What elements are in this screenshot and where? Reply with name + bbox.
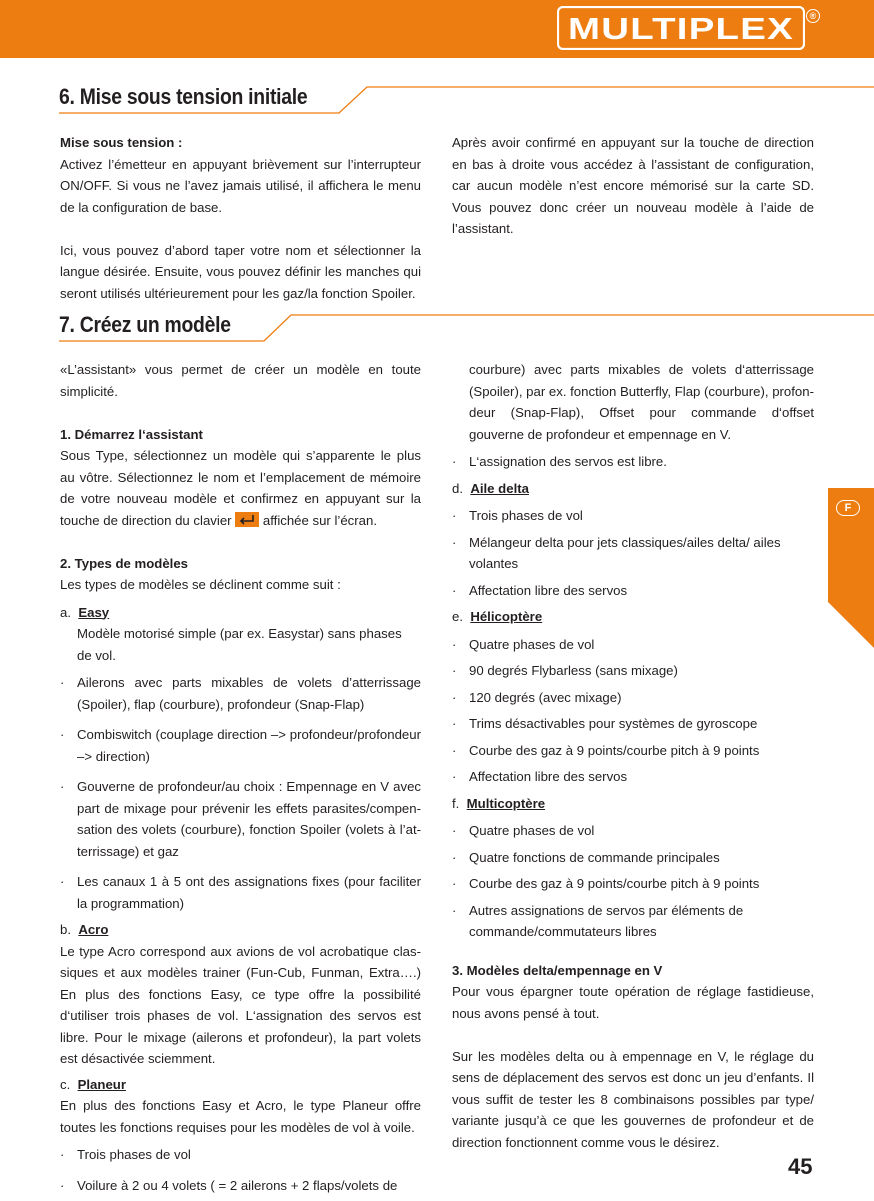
list-item: · 90 degrés Flybarless (sans mixage) (452, 663, 678, 678)
section-6-right-column (452, 132, 814, 240)
step-2-paragraph: Les types de modèles se déclinent comme suit : (60, 577, 341, 592)
step-3-paragraph-2: Sur les modèles delta ou à empennage en V, le réglage du sens de déplacement des servos est donc un jeu d’enfants. Il vous suffit de tester les 8 combinaisons possibles par type/ variante jusqu’à ce que les gouvernes de profondeur et de direction fonctionnent comme vous le désirez. (452, 1048, 814, 1150)
multiplex-logo (557, 6, 805, 50)
section-7-left-column (60, 359, 421, 1201)
intro-paragraph: «L’assistant» vous permet de créer un modèle en toute simplicité. (60, 362, 421, 399)
list-item: · Gouverne de profondeur/au choix : Empennage en V avec part de mixage pour prévenir les effets parasites/compen- sation des volets (courbure), fonction Spoiler (volets à l’at- terrissage) et gaz (60, 779, 421, 859)
type-heli-label: e. Hélicoptère (452, 609, 543, 624)
list-item: · Trims désactivables pour systèmes de gyroscope (452, 716, 758, 731)
step-1-heading: 1. Démarrez l‘assistant (60, 426, 203, 442)
assistant-paragraph: Après avoir confirmé en appuyant sur la touche de direction en bas à droite vous accédez à l’assistant de configuration, car aucun modèle n’est encore mémorisé sur la carte SD. Vous pouvez donc créer un nouveau modèle à l’aide de l’assistant. (452, 135, 814, 236)
power-on-paragraph-2: Ici, vous pouvez d’abord taper votre nom et sélectionner la langue désirée. Ensuite, vous pouvez définir les manches qui seront utilisés ultérieurement pour les gaz/la fonction Spoiler. (60, 242, 421, 301)
type-delta-label: d. Aile delta (452, 480, 529, 496)
list-item: · L‘assignation des servos est libre. (452, 454, 667, 469)
type-easy-desc: Modèle motorisé simple (par ex. Easystar) sans phases de vol. (77, 626, 402, 663)
step-3-heading: 3. Modèles delta/empennage en V (452, 962, 663, 978)
list-item: · Quatre phases de vol (452, 823, 595, 838)
type-acro-label: b. Acro (60, 922, 109, 937)
glider-continued-paragraph: courbure) avec parts mixables de volets d‘atterrissage (Spoiler), par ex. fonction Butterfly, Flap (courbure), profon- deur (Snap-Flap), Offset pour commande d‘offset gouverne de profondeur et empennage en V. (469, 362, 814, 442)
section-7-title: 7. Créez un modèle (59, 312, 231, 337)
list-item: · Les canaux 1 à 5 ont des assignations fixes (pour faciliter la programmation) (60, 874, 421, 911)
power-on-paragraph-1: Activez l’émetteur en appuyant brièvement sur l’interrupteur ON/OFF. Si vous ne l’avez jamais utilisé, il affichera le menu de la configuration de base. (60, 156, 421, 215)
step-1-paragraph: Sous Type, sélectionnez un modèle qui s’apparente le plus au vôtre. Sélectionnez le nom et l’emplacement de mémoire de votre nouveau modèle et confirmez en appuyant sur la touche de direction du clavier affichée sur l’écran. (60, 448, 421, 528)
list-item: · Quatre phases de vol (452, 636, 595, 652)
section-6-left-column (60, 132, 421, 304)
list-item: · Courbe des gaz à 9 points/courbe pitch à 9 points (452, 742, 760, 758)
brand-text: MULTIPLEX (568, 11, 794, 46)
list-item: · Affectation libre des servos (452, 582, 628, 598)
language-tab-label: F (836, 500, 860, 516)
type-glider-paragraph: En plus des fonctions Easy et Acro, le type Planeur offre toutes les fonctions requises pour les modèles de vol à voile. (60, 1098, 421, 1135)
power-on-heading: Mise sous tension : (60, 135, 183, 150)
list-item: · Quatre fonctions de commande principales (452, 849, 720, 865)
section-6-rule (59, 86, 874, 116)
list-item: · Affectation libre des servos (452, 769, 628, 784)
list-item: · Autres assignations de servos par éléments de commande/commutateurs libres (452, 902, 744, 939)
step-3-paragraph-1: Pour vous épargner toute opération de réglage fastidieuse, nous avons pensé à tout. (452, 984, 814, 1021)
section-6-title: 6. Mise sous tension initiale (59, 84, 308, 109)
type-multi-label: f. Multicoptère (452, 795, 546, 811)
list-item: · Trois phases de vol (452, 508, 583, 523)
type-easy-label: a. Easy (60, 604, 110, 620)
type-glider-label: c. Planeur (60, 1076, 126, 1092)
type-acro-paragraph: Le type Acro correspond aux avions de vol acrobatique clas- siques et aux modèles trainer (Fun-Cub, Funman, Extra….) En plus des fonctions Easy, ce type offre la possibilité d‘utiliser trois phases de vol. L‘assignation des servos est libre. Pour le mixage (ailerons et profondeur), la part volets est désactivée sciemment. (60, 943, 421, 1066)
page-number: 45 (788, 1154, 813, 1179)
list-item: · Combiswitch (couplage direction –> profondeur/profondeur –> direction) (60, 727, 421, 764)
section-7-right-column (452, 359, 814, 1153)
list-item: · Mélangeur delta pour jets classiques/ailes delta/ ailes volantes (452, 534, 781, 571)
list-item: · Trois phases de vol (60, 1147, 191, 1162)
enter-key-icon (235, 512, 259, 527)
list-item: · Voilure à 2 ou 4 volets ( = 2 ailerons + 2 flaps/volets de (60, 1177, 398, 1193)
step-2-heading: 2. Types de modèles (60, 555, 189, 571)
list-item: · 120 degrés (avec mixage) (452, 689, 622, 705)
list-item: · Courbe des gaz à 9 points/courbe pitch à 9 points (452, 876, 760, 891)
registered-mark: ® (806, 9, 820, 23)
list-item: · Ailerons avec parts mixables de volets d’atterrissage (Spoiler), flap (courbure), profondeur (Snap-Flap) (60, 675, 421, 712)
section-7-rule (59, 314, 874, 344)
